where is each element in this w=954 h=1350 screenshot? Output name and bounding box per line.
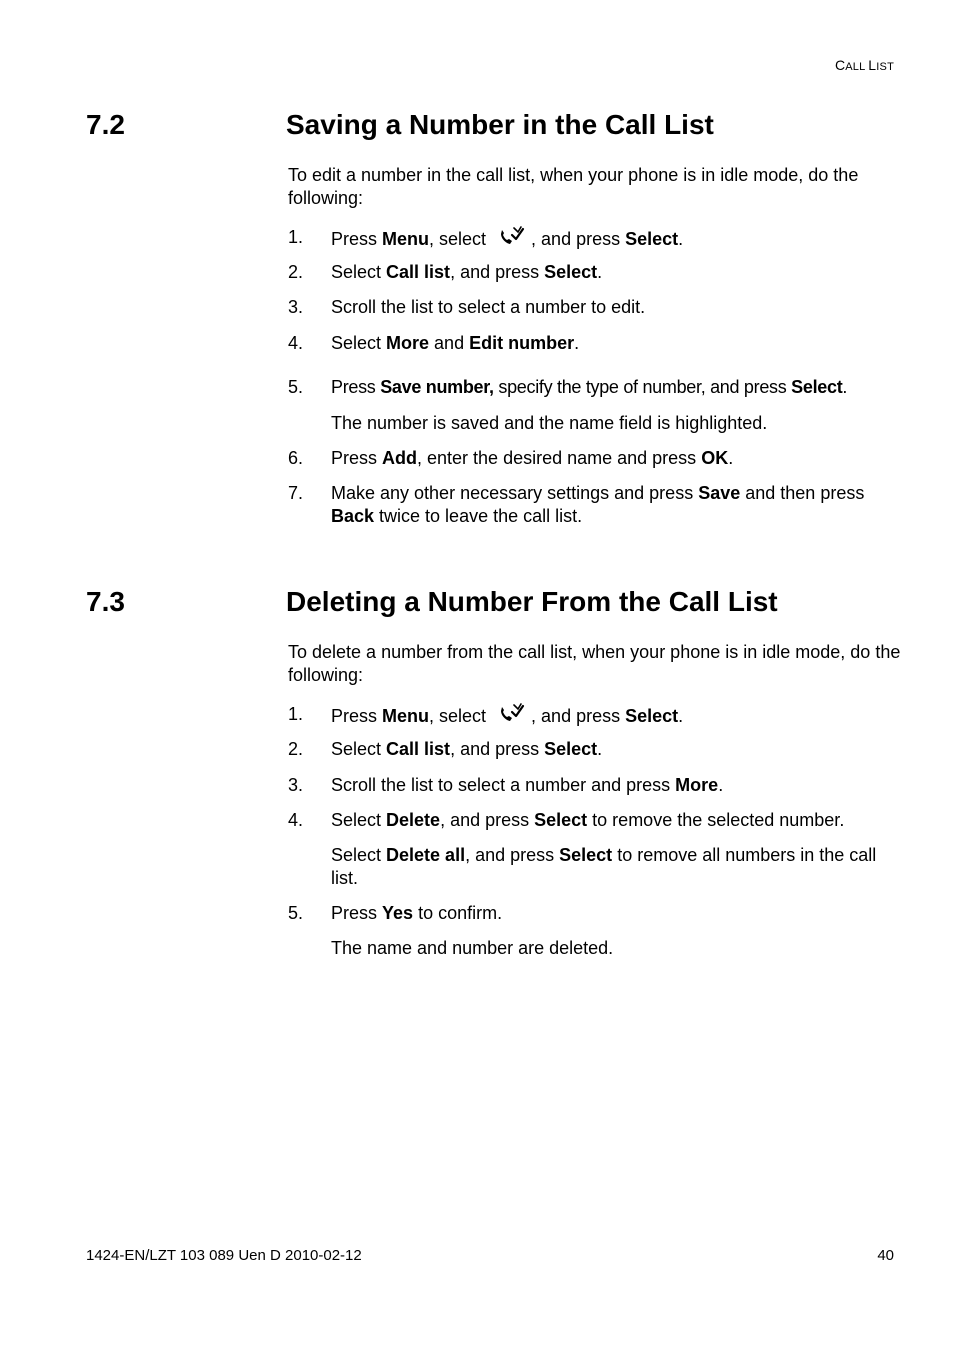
step-text: Make any other necessary settings and press Save and then press Back twice to leave the call list. [331, 483, 865, 526]
step-text: Select Call list, and press Select. [331, 262, 603, 282]
footer-page-number: 40 [877, 1247, 894, 1264]
step-text: Select More and Edit number. [331, 333, 580, 353]
section-title: Deleting a Number From the Call List [286, 586, 778, 617]
step-text: Scroll the list to select a number to edit. [331, 297, 646, 317]
section-title: Saving a Number in the Call List [286, 109, 714, 140]
call-list-icon [499, 703, 525, 725]
step-number: 3. [288, 297, 304, 317]
step-number: 5. [288, 377, 304, 397]
footer-doc-id: 1424-EN/LZT 103 089 Uen D 2010-02-12 [86, 1247, 362, 1264]
step-number: 4. [288, 810, 304, 830]
step-number: 3. [288, 775, 304, 795]
section-intro: To edit a number in the call list, when your phone is in idle mode, do the following: [288, 165, 859, 208]
step-text: Press Add, enter the desired name and press OK. [331, 448, 734, 468]
step-number: 2. [288, 739, 304, 759]
call-list-icon [499, 226, 525, 248]
step-number: 1. [288, 227, 304, 247]
step-text: Press Menu, select , and press Select. [331, 226, 911, 251]
step-number: 4. [288, 333, 304, 353]
step-text: Select Call list, and press Select. [331, 739, 603, 759]
running-header: CALL LIST [834, 57, 894, 73]
section-number: 7.3 [86, 586, 125, 617]
step-text: Press Menu, select , and press Select. [331, 703, 911, 728]
step-number: 5. [288, 903, 304, 923]
step-number: 1. [288, 704, 304, 724]
step-number: 2. [288, 262, 304, 282]
step-note: Select Delete all, and press Select to remove all numbers in the call list. [331, 845, 877, 888]
step-number: 6. [288, 448, 304, 468]
step-number: 7. [288, 483, 304, 503]
section-intro: To delete a number from the call list, when your phone is in idle mode, do the following: [288, 642, 901, 685]
step-note: The name and number are deleted. [331, 938, 614, 958]
step-text: Press Yes to confirm. [331, 903, 503, 923]
step-note: The number is saved and the name field is highlighted. [331, 413, 768, 433]
step-text: Press Save number, specify the type of number, and press Select. [331, 377, 848, 397]
step-text: Select Delete, and press Select to remove the selected number. [331, 810, 845, 830]
section-number: 7.2 [86, 109, 125, 140]
step-text: Scroll the list to select a number and press More. [331, 775, 724, 795]
